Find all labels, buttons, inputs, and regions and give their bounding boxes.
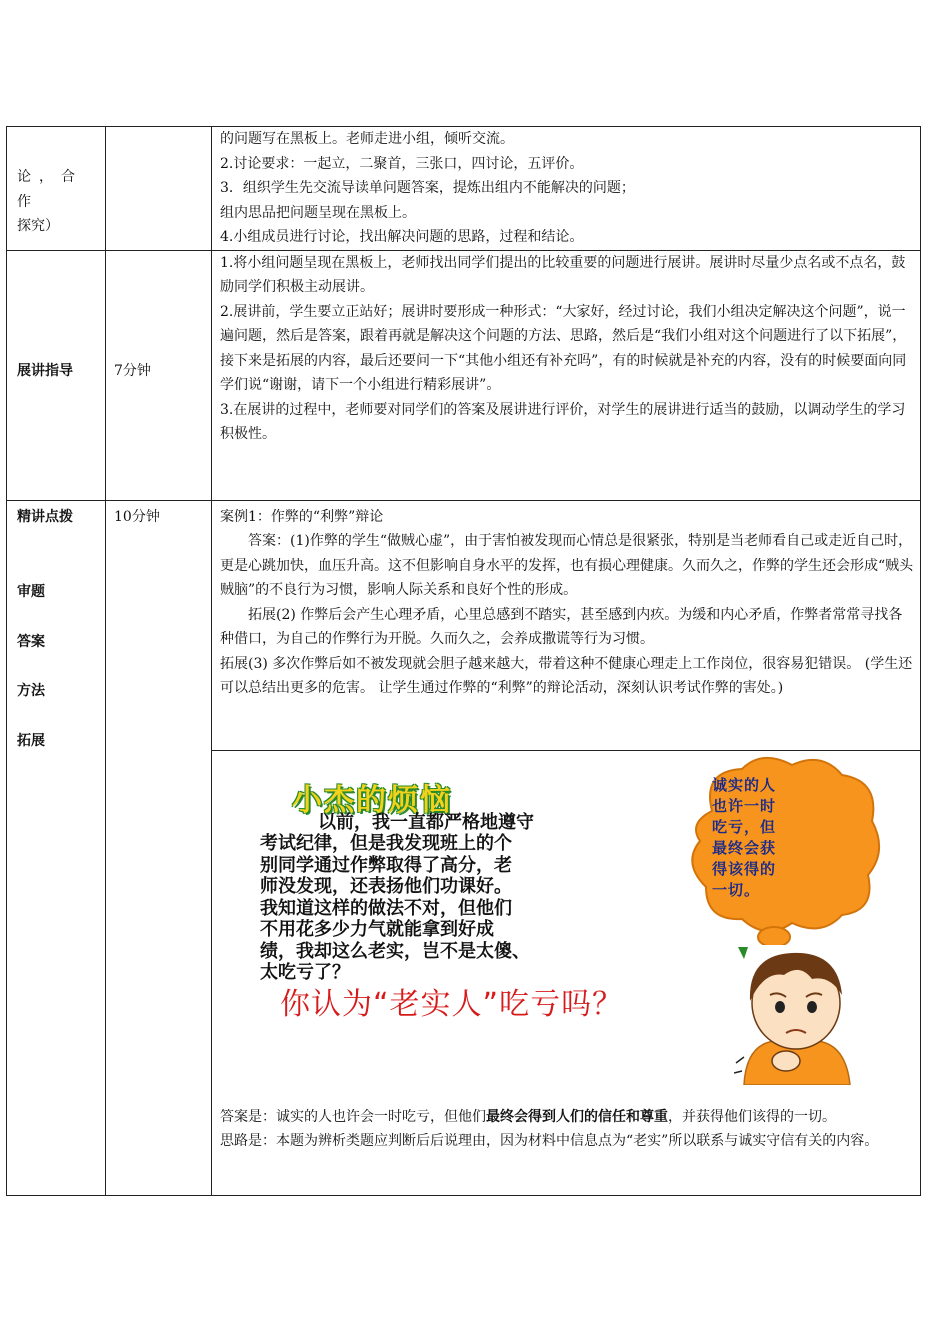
content-line: 3．组织学生先交流导读单问题答案，提炼出组内不能解决的问题；: [220, 180, 635, 196]
lesson-plan-table: [6, 126, 921, 1196]
stage-cell: [7, 500, 106, 1195]
poster-title: 小杰的烦恼: [292, 782, 452, 818]
content-cell: [212, 250, 921, 500]
content-line: 2.讨论要求：一起立，二聚首，三张口，四讨论，五评价。: [220, 155, 584, 172]
stage-cell: [7, 250, 106, 500]
content-paragraph: 2.展讲前，学生要立正站好；展讲时要形成一种形式：“大家好，经过讨论，我们小组决定解决这个问题”，说一遍问题，然后是答案，跟着再就是解决这个问题的方法、思路，然后是“我们小组对这个问题进行了以下拓展”，接下来是拓展的内容，最后还要问一下“其他小组还有补充吗”，有的时候就是补充的内容，没有的时候要面向同学们说“谢谢，请下一个小组进行精彩展讲”。: [220, 303, 907, 393]
table-row-discussion: [7, 127, 921, 251]
stage-label-review: 审题: [17, 584, 45, 600]
case-extension-3: 拓展(3) 多次作弊后如不被发现就会胆子越来越大，带着这种不健康心理走上工作岗位，很容易犯错误。 (学生还可以总结出更多的危害。 让学生通过作弊的“利弊”的辩论活动，深刻认识考试作弊的害处。): [220, 655, 913, 696]
stage-label: 展讲指导: [17, 362, 73, 379]
thought-cloud-text: 诚实的人 也许一时 吃亏，但 最终会获 得该得的 一切。: [712, 775, 777, 899]
content-line: 4.小组成员进行讨论，找出解决问题的思路，过程和结论。: [220, 229, 584, 245]
poster-story: 以前，我一直都严格地遵守 考试纪律，但是我发现班上的个 别同学通过作弊取得了高分，老 师没发现，还表扬他们功课好。 我知道这样的做法不对，但他们 不用花多少力气就能拿到好成 绩，我却这么老实，岂不是太傻、 太吃亏了？: [260, 811, 534, 983]
content-paragraph: 1.将小组问题呈现在黑板上，老师找出同学们提出的比较重要的问题进行展讲。展讲时尽量少点名或不点名，鼓励同学们积极主动展讲。: [220, 254, 906, 295]
content-line: 组内思品把问题呈现在黑板上。: [220, 204, 416, 221]
stage-label-extension: 拓展: [17, 732, 45, 749]
stage-cell: [7, 127, 106, 251]
content-cell: [212, 500, 921, 750]
time-cell: [106, 500, 212, 1195]
content-line: 的问题写在黑板上。老师走进小组，倾听交流。: [220, 131, 514, 147]
time-label: 7分钟: [114, 362, 151, 379]
worried-boy-icon: [734, 945, 856, 1085]
comic-illustration: [212, 755, 920, 1085]
case-answer: 答案：(1)作弊的学生“做贼心虚”，由于害怕被发现而心情总是很紧张，特别是当老师看自己或走近自己时，更是心跳加快，血压升高。这不但影响自身水平的发挥，也有损心理健康。久而久之，作弊的学生还会形成“贼头贼脑”的不良行为习惯，影响人际关系和良好个性的形成。: [220, 533, 914, 598]
content-cell: [212, 127, 921, 251]
stage-label-method: 方法: [17, 683, 45, 699]
time-cell: [106, 127, 212, 251]
poster-question: 你认为“老实人”吃亏吗？: [280, 986, 624, 1022]
time-label: 10分钟: [114, 508, 160, 525]
poster-reasoning: 思路是：本题为辨析类题应判断后后说理由，因为材料中信息点为“老实”所以联系与诚实守信有关的内容。: [220, 1133, 879, 1149]
table-row-presentation: [7, 250, 921, 500]
case-extension-2: 拓展(2) 作弊后会产生心理矛盾，心里总感到不踏实，甚至感到内疚。为缓和内心矛盾，作弊者常常寻找各种借口，为自己的作弊行为开脱。久而久之，会养成撒谎等行为习惯。: [220, 606, 903, 647]
stage-label-line1: 论，合作: [17, 169, 83, 210]
content-paragraph: 3.在展讲的过程中，老师要对同学们的答案及展讲进行评价，对学生的展讲进行适当的鼓励，以调动学生的学习积极性。: [220, 401, 906, 442]
content-cell: [212, 750, 921, 1195]
stage-label-line2: 探究）: [17, 218, 59, 234]
case-title: 案例1：作弊的“利弊”辩论: [220, 508, 384, 525]
stage-label-lecture: 精讲点拨: [17, 508, 73, 525]
table-row-lecture: [7, 500, 921, 750]
stage-label-answer: 答案: [17, 633, 45, 650]
time-cell: [106, 250, 212, 500]
poster-answer: 答案是：诚实的人也许会一时吃亏，但他们最终会得到人们的信任和尊重，并获得他们该得的一切。: [220, 1108, 836, 1125]
